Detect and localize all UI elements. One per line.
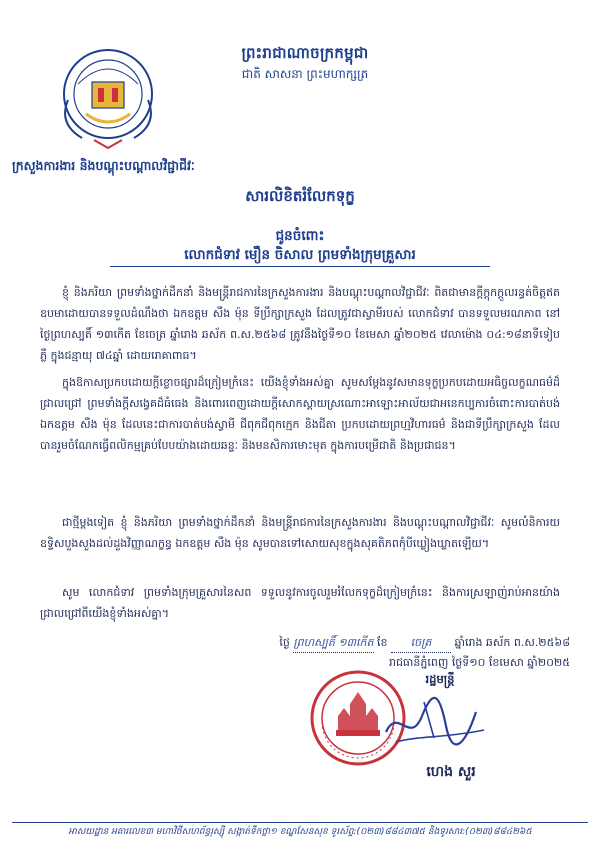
paragraph-2 [40, 372, 560, 510]
footer-address: អាសយដ្ឋាន អគារលេខ៣ មហាវិថីសហព័ន្ធរុស្ស៊ី សង្កាត់ទឹកថ្លា១ ខណ្ឌសែនសុខ ទូរស័ព្ទ:(០២៣)៨៨៤៣៧៥ និងទូរសារ:(០២៣)៨៨៤២៦៥ [68, 827, 532, 837]
signer-title: រដ្ឋមន្ត្រី [425, 672, 455, 686]
kingdom-heading: ព្រះរាជាណាចក្រកម្ពុជា [241, 44, 369, 62]
paragraph-2-text: ក្នុងឱកាសប្រកបដោយក្តីខ្លោចផ្សារដ៏ក្រៀមក្រំនេះ យើងខ្ញុំទាំងអស់គ្នា សូមសម្តែងនូវសមានទុក្ខប្រកបដោយអធិច្ចលក្ខណធម៌ដ៏ជ្រាលជ្រៅ ព្រមទាំងក្តីសង្វេគដ៏ធំធេង និងពោរពេញដោយក្តីសោកស្តាយស្រណោះអាឡោះអាល័យជាអនេកប្បការចំពោះការបាត់បង់ ឯកឧត្តម សឺង ម៉ុន ដែលនេះជាការបាត់បង់ស្វាមី ជីពុកជីពុកក្មេក និងជីតា ប្រកបដោយព្រហ្មវិហារធម៌ និងជាទីប្រឹក្សាក្រសួង ដែលបានរួមចំណែកធ្វើពលិកម្មគ្រប់បែបយ៉ាងដោយឆន្ទៈ និងមនសិការមោះមុត ក្នុងការបម្រើជាតិ និងប្រជាជន។ [40, 376, 560, 452]
lunar-year: ឆ្នាំរោង ឆស័ក ព.ស.២៥៦៨ [454, 636, 570, 649]
addressee-name: លោកជំទាវ មឿន ចិសាល ព្រមទាំងក្រុមគ្រួសារ [110, 246, 490, 267]
ministry-name: ក្រសួងការងារ និងបណ្តុះបណ្តាលវិជ្ជាជីវៈ [12, 158, 195, 173]
lunar-date-line [240, 634, 570, 653]
paragraph-3 [40, 512, 560, 578]
paragraph-4 [40, 582, 560, 626]
gregorian-date-line: រាជធានីភ្នំពេញ ថ្ងៃទី១០ ខែមេសា ឆ្នាំ២០២៥ [388, 656, 570, 669]
paragraph-1 [40, 282, 560, 368]
ministry-emblem-icon [48, 44, 168, 154]
lunar-month-handwritten: ចេត្រ [391, 634, 451, 653]
letter-title: សារលិខិតរំលែកទុក្ខ [245, 187, 355, 205]
lunar-day-handwritten: ព្រហស្បតិ៍ ១៣កើត [293, 634, 373, 653]
signer-name: ហេង សួរ [426, 764, 476, 780]
lunar-month-label: ខែ [377, 636, 388, 649]
paragraph-4-text: សូម លោកជំទាវ ព្រមទាំងក្រុមគ្រួសារនៃសព ទទួលនូវការចូលរួមរំលែកទុក្ខដ៏ក្រៀមក្រំនេះ និងការស្រឡាញ់រាប់អានយ៉ាងជ្រាលជ្រៅពីយើងខ្ញុំទាំងអស់គ្នា។ [40, 586, 560, 620]
handwritten-signature-icon [376, 676, 496, 764]
paragraph-3-text: ជាថ្មីម្តងទៀត ខ្ញុំ និងភរិយា ព្រមទាំងថ្នាក់ដឹកនាំ និងមន្ត្រីរាជការនៃក្រសួងការងារ និងបណ្តុះបណ្តាលវិជ្ជាជីវៈ សូមលំនិការយឧទ្ទិសបួងសួងដល់ដួងវិញ្ញាណក្ខន្ធ ឯកឧត្តម សឺង ម៉ុន សូមបានទៅសោយសុខក្នុងសុគតិភពកុំបីឃ្លៀងឃ្លាតឡើយ។ [40, 516, 560, 550]
addressee-label: ជូនចំពោះ [275, 228, 325, 244]
national-motto: ជាតិ សាសនា ព្រះមហាក្សត្រ [241, 67, 369, 81]
footer-divider [12, 822, 588, 823]
paragraph-1-text: ខ្ញុំ និងភរិយា ព្រមទាំងថ្នាក់ដឹកនាំ និងមន្ត្រីរាជការនៃក្រសួងការងារ និងបណ្តុះបណ្តាលវិជ្ជាជីវៈ ពិតជាមានក្តីក្តុកក្តួលរន្ធត់ចិត្តឥតឧបមាដោយបានទទួលដំណឹងថា ឯកឧត្តម សឺង ម៉ុន ទីប្រឹក្សាក្រសួង ដែលត្រូវជាស្វាមីរបស់ លោកជំទាវ បានទទួលមរណភាព នៅថ្ងៃព្រហស្បតិ៍ ១៣កើត ខែចេត្រ ឆ្នាំរោង ឆស័ក ព.ស.២៥៦៨ ត្រូវនឹងថ្ងៃទី១០ ខែមេសា ឆ្នាំ២០២៥ វេលាម៉ោង ០៤:១៨នាទីទៀបភ្លឺ ក្នុងជន្មាយុ ៧៤ឆ្នាំ ដោយរោគាពាធ។ [40, 286, 560, 362]
lunar-prefix: ថ្ងៃ [279, 636, 290, 649]
